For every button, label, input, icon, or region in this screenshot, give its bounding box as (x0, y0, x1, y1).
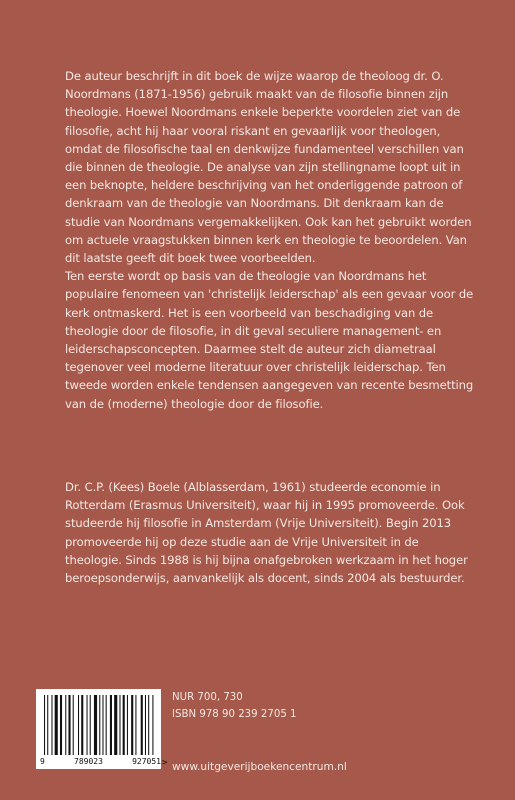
blurb (65, 67, 475, 413)
barcode-arrow: > (162, 758, 168, 768)
blurb-paragraph-1: De auteur beschrijft in dit boek de wijze waarop de theoloog dr. O. Noordmans (1871-1956) gebruik maakt van de filosofie binnen zijn theologie. Hoewel Noordmans enkele beperkte voordelen ziet van de filosofie, acht hij haar vooral riskant en gevaarlijk voor theologen, omdat de filosofische taal en denkwijze fundamenteel verschillen van die binnen de theologie. De analyse van zijn stellingname loopt uit in een beknopte, heldere beschrijving van het onderliggende patroon of denkraam van de theologie van Noordmans. Dit denkraam kan de studie van Noordmans vergemakkelijken. Ook kan het gebruikt worden om actuele vraagstukken binnen kerk en theologie te beoordelen. Van dit laatste geeft dit boek twee voorbeelden. (65, 69, 472, 266)
publisher-website: www.uitgeverijboekencentrum.nl (172, 761, 347, 773)
blurb-paragraph-2: Ten eerste wordt op basis van de theologie van Noordmans het populaire fenomeen van 'christelijk leiderschap' als een gevaar voor de kerk ontmaskerd. Het is een voorbeeld van beschadiging van de theologie door de filosofie, in dit geval seculiere management- en leiderschapsconcepten. Daarmee stelt de auteur zich diametraal tegenover veel moderne literatuur over christelijk leiderschap. Ten tweede worden enkele tendensen aangegeven van recente besmetting van de (moderne) theologie door de filosofie. (65, 269, 474, 411)
barcode-digits (40, 757, 161, 766)
author-bio (65, 478, 475, 587)
barcode-icon (44, 695, 156, 755)
author-bio-text: Dr. C.P. (Kees) Boele (Alblasserdam, 1961) studeerde economie in Rotterdam (Erasmus Universiteit), waar hij in 1995 promoveerde. Ook studeerde hij filosofie in Amsterdam (Vrije Universiteit). Begin 2013 promoveerde hij op deze studie aan de Vrije Universiteit in de theologie. Sinds 1988 is hij bijna onafgebroken werkzaam in het hoger beroepsonderwijs, aanvankelijk als docent, sinds 2004 als bestuurder. (65, 480, 468, 586)
barcode-digits-left: 789023 (74, 757, 103, 766)
barcode-digit-lead: 9 (40, 757, 45, 766)
nur-code: NUR 700, 730 (172, 692, 243, 703)
barcode (36, 689, 161, 769)
isbn-number: ISBN 978 90 239 2705 1 (172, 709, 297, 720)
barcode-digits-right: 927051 (132, 757, 161, 766)
